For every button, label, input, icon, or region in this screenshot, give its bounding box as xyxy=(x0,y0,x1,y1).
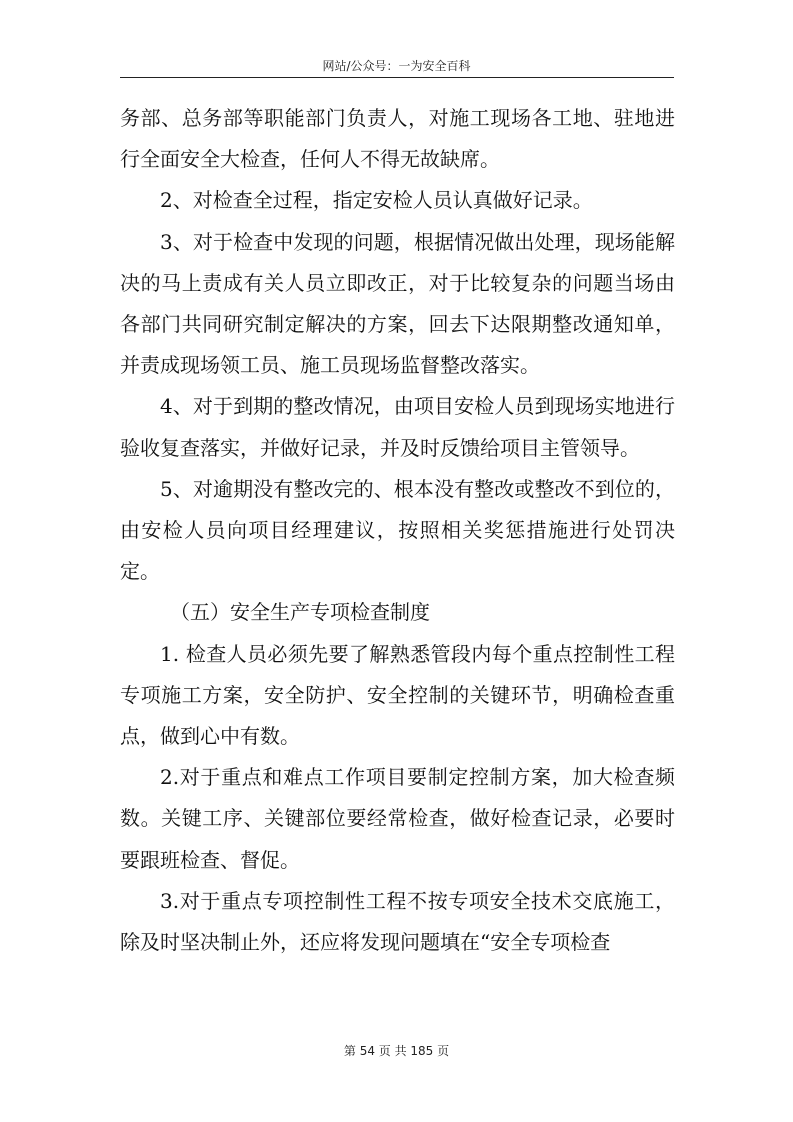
header-divider xyxy=(120,77,674,78)
page-footer: 第 54 页 共 185 页 xyxy=(343,1044,450,1058)
paragraph-numbered-1: 1. 检查人员必须先要了解熟悉管段内每个重点控制性工程专项施工方案，安全防护、安全控制的关键环节，明确检查重点，做到心中有数。 xyxy=(120,641,675,749)
paragraph-item-3: 3、对于检查中发现的问题，根据情况做出处理，现场能解决的马上责成有关人员立即改正，对于比较复杂的问题当场由各部门共同研究制定解决的方案，回去下达限期整改通知单，并责成现场领工员、施工员现场监督整改落实。 xyxy=(120,229,675,378)
paragraph-continuation: 务部、总务部等职能部门负责人，对施工现场各工地、驻地进行全面安全大检查，任何人不得无故缺席。 xyxy=(120,106,675,172)
paragraph-numbered-3: 3.对于重点专项控制性工程不按专项安全技术交底施工，除及时坚决制止外，还应将发现问题填在“安全专项检查 xyxy=(120,888,675,955)
page-header: 网站/公众号：一为安全百科 xyxy=(322,59,471,73)
document-body xyxy=(120,98,675,963)
paragraph-item-5: 5、对逾期没有整改完的、根本没有整改或整改不到位的，由安检人员向项目经理建议，按照相关奖惩措施进行处罚决定。 xyxy=(120,476,675,584)
section-heading: （五）安全生产专项检查制度 xyxy=(170,600,430,625)
paragraph-item-4: 4、对于到期的整改情况，由项目安检人员到现场实地进行验收复查落实，并做好记录，并及时反馈给项目主管领导。 xyxy=(120,394,675,460)
paragraph-numbered-2: 2.对于重点和难点工作项目要制定控制方案，加大检查频数。关键工序、关键部位要经常检查，做好检查记录，必要时要跟班检查、督促。 xyxy=(120,765,675,872)
paragraph-item-2: 2、对检查全过程，指定安检人员认真做好记录。 xyxy=(160,188,593,213)
